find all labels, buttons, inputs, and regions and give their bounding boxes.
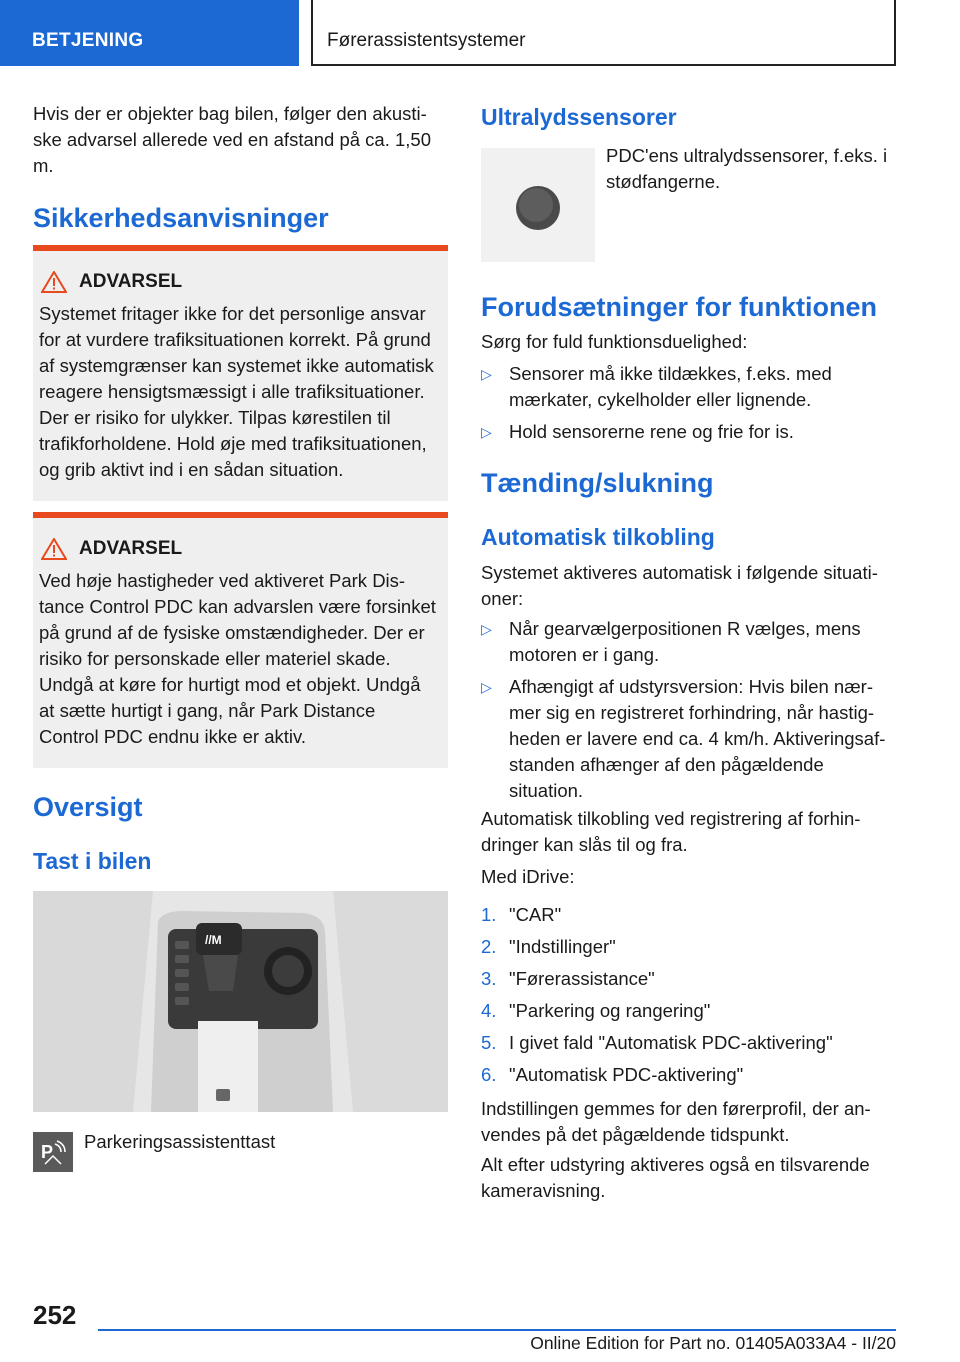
park-assist-icon	[33, 1132, 73, 1172]
auto-note: Automatisk tilkobling ved registrering af forhindringer kan slås til og fra.	[481, 808, 861, 855]
edition-link[interactable]: Online Edition for Part no. 01405A033A4 - II/20	[530, 1333, 896, 1353]
saved-text: Indstillingen gemmes for den førerprofil, der anvendes på det pågældende tidspunkt.	[481, 1098, 871, 1145]
warning-text: Systemet fritager ikke for det personlige ansvar for at vurdere trafiksituationen korrekt. På grund af systemgrænser kan systemet ikke automatisk reagere hensigtsmæssigt i alle trafiksituationer. Der er risiko for ulykker. Tilpas kørestilen til trafikforholdene. Hold øje med trafiksituationen, og grib aktivt ind i en sådan situation.	[39, 303, 434, 480]
auto-intro: Systemet aktiveres automatisk i følgende situationer:	[481, 562, 878, 609]
sensors-text: PDC'ens ultralydssensorer, f.eks. i stødfangerne.	[606, 145, 888, 192]
prereq-heading: Forudsætninger for funktionen	[481, 292, 877, 322]
camera-text: Alt efter udstyring aktiveres også en tilsvarende kameravisning.	[481, 1154, 870, 1201]
park-assist-caption: Parkeringsassistenttast	[84, 1131, 276, 1152]
auto-list	[481, 616, 896, 804]
chapter-title: Førerassistentsystemer	[327, 30, 526, 51]
park-assist-key	[33, 1132, 73, 1172]
triangle-bullet-icon: ▷	[481, 424, 492, 440]
step-item: 1. "CAR"	[481, 904, 562, 925]
list-item: ▷ Hold sensorerne rene og frie for is.	[481, 419, 896, 445]
warning-title: ADVARSEL	[39, 271, 440, 293]
intro-paragraph: Hvis der er objekter bag bilen, følger den akustiske advarsel allerede ved en afstand på ca. 1,50 m.	[33, 103, 432, 176]
overview-heading: Oversigt	[33, 792, 143, 822]
list-item: ▷ Sensorer må ikke tildækkes, f.eks. med mærkater, cykelholder eller lignende.	[481, 363, 832, 410]
onoff-heading: Tænding/slukning	[481, 468, 714, 498]
safety-heading: Sikkerhedsanvisninger	[33, 203, 329, 233]
sensors-heading: Ultralydssensorer	[481, 104, 677, 130]
auto-heading: Automatisk tilkobling	[481, 524, 715, 550]
warning-triangle-icon	[41, 538, 67, 560]
warning-box-2	[33, 512, 448, 768]
section-title: BETJENING	[32, 30, 144, 51]
chapter-tab	[311, 0, 896, 66]
warning-text: Ved høje hastigheder ved aktiveret Park Distance Control PDC kan advarslen være forsinket på grund af de fysiske omstændigheder. Der er risiko for personskade eller materiel skade. Undgå at køre for hurtigt mod et objekt. Undgå at sætte hurtigt i gang, når Park Distance Control PDC endnu ikke er aktiv.	[39, 570, 436, 747]
page-header	[0, 0, 960, 66]
prereq-list	[481, 361, 896, 445]
sensor-photo	[481, 148, 595, 262]
prereq-intro: Sørg for fuld funktionsduelighed:	[481, 331, 748, 352]
idrive-steps	[481, 902, 896, 1094]
list-item: ▷ Afhængigt af udstyrsversion: Hvis bilen nærmer sig en registreret forhindring, når hastigheden er lavere end ca. 4 km/h. Aktiveringsafstanden afhænger af den pågældende situation.	[481, 676, 886, 801]
step-item: 2. "Indstillinger"	[481, 936, 616, 957]
step-item: 4. "Parkering og rangering"	[481, 1000, 711, 1021]
warning-box-1	[33, 245, 448, 501]
button-heading: Tast i bilen	[33, 848, 152, 874]
svg-text:P: P	[41, 1142, 54, 1162]
center-console-photo	[33, 891, 448, 1112]
step-item: 6. "Automatisk PDC-aktivering"	[481, 1064, 744, 1085]
triangle-bullet-icon: ▷	[481, 366, 492, 382]
ultrasonic-sensor-icon	[481, 148, 595, 262]
section-tab	[0, 0, 299, 66]
step-item: 5. I givet fald "Automatisk PDC-aktivering"	[481, 1032, 833, 1053]
footer-rule	[98, 1329, 896, 1331]
triangle-bullet-icon: ▷	[481, 679, 492, 695]
warning-triangle-icon	[41, 271, 67, 293]
triangle-bullet-icon: ▷	[481, 621, 492, 637]
page-number: 252	[33, 1300, 77, 1330]
idrive-label: Med iDrive:	[481, 866, 575, 887]
list-item: ▷ Når gearvælgerpositionen R vælges, mens motoren er i gang.	[481, 618, 861, 665]
console-illustration	[33, 891, 448, 1112]
warning-title: ADVARSEL	[39, 538, 440, 560]
svg-text://M: //M	[205, 933, 222, 947]
step-item: 3. "Førerassistance"	[481, 968, 655, 989]
